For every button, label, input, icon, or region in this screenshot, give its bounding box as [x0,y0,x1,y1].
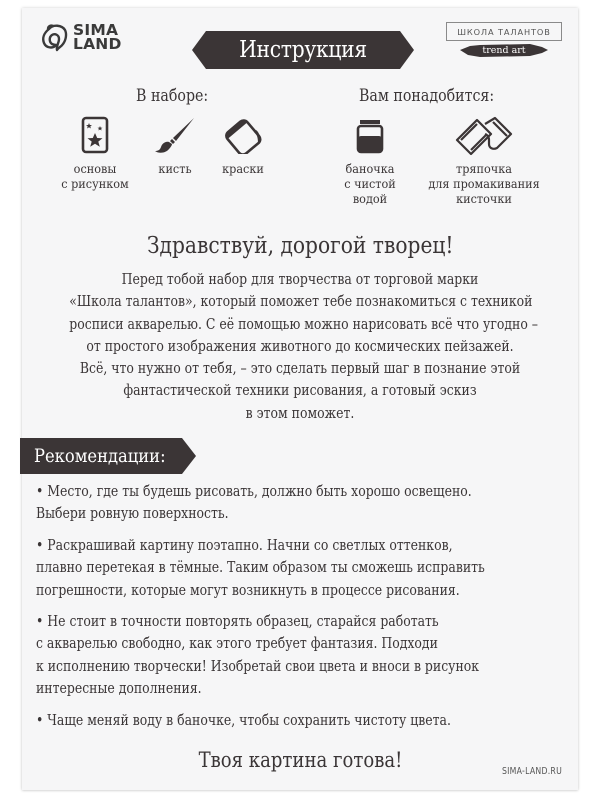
kit-item-brush [140,116,210,176]
recommendations-title: Рекомендации: [34,445,166,467]
needed-item-caption: тряпочка [456,161,512,176]
intro-line: «Школа талантов», который поможет тебе познакомиться с техникой [69,292,533,311]
canvas-with-stars-icon [81,116,109,154]
needed-item-caption: с чистой [344,176,396,191]
greeting-text: Здравствуй, дорогой творец! [146,231,454,259]
greeting-heading [22,231,578,259]
kit-item-canvas [50,116,140,191]
kit-item-caption: кисть [158,161,192,176]
recommendation-item [36,709,566,731]
kit-item-paints [208,116,278,176]
recommendation-line: • Раскрашивай картину поэтапно. Начни со светлых оттенков, [36,535,453,554]
intro-line: Всё, что нужно от тебя, – это сделать первый шаг в познание этой [79,359,521,378]
rag-cloth-icon [451,116,517,160]
page-title: Инструкция [239,37,367,63]
kit-item-caption: с рисунком [61,176,129,191]
water-jar-icon [355,116,385,154]
recommendations-list [36,480,566,740]
closing-heading [22,748,578,772]
kit-label: В наборе: [136,86,209,105]
title-banner [192,31,414,69]
school-of-talents-logo [446,22,562,57]
needed-item-jar [328,116,412,206]
recommendation-item [36,480,566,525]
closing-text: Твоя картина готова! [198,748,402,772]
needed-item-caption: баночка [345,161,395,176]
kit-item-caption: основы [73,161,117,176]
recommendation-line: • Место, где ты будешь рисовать, должно быть хорошо освещено. [36,482,472,500]
recommendation-line: интересные дополнения. [36,679,202,698]
needed-item-caption: кисточки [456,191,512,206]
recommendation-line: Выбери ровную поверхность. [36,504,229,523]
brand-name: ШКОЛА ТАЛАНТОВ [446,22,562,41]
recommendation-item [36,534,566,601]
paintbrush-icon [153,116,197,154]
recommendation-line: погрешности, которые могут возникнуть в процессе рисования. [36,580,460,599]
recommendations-banner [20,438,196,474]
intro-line: в этом поможет. [245,403,355,422]
recommendation-item [36,610,566,700]
intro-line: росписи акварелью. С её помощью можно нарисовать всё что угодно – [69,314,539,333]
recommendation-line: с акварелью свободно, как этого требует фантазия. Подходи [36,634,438,653]
intro-line: от простого изображения животного до космических пейзажей. [86,336,514,355]
logo-line-1: SIMA [73,21,119,39]
dolphin-icon [40,22,70,52]
needed-item-caption: для промакивания [428,176,540,191]
recommendation-line: • Чаще меняй воду в баночке, чтобы сохранить чистоту цвета. [36,710,451,729]
instruction-card [22,8,578,790]
intro-line: фантастической техники рисования, а готовый эскиз [123,381,477,400]
recommendation-line: плавно перетекая в тёмные. Таким образом ты сможешь исправить [36,558,485,577]
website-url: SIMA-LAND.RU [501,766,562,777]
intro-paragraph [22,268,578,424]
sima-land-logo [40,22,122,52]
intro-line: Перед тобой набор для творчества от торговой марки [121,270,479,288]
needed-label: Вам понадобится: [359,86,495,105]
paint-bucket-icon [222,116,264,154]
needed-item-caption: водой [352,191,388,206]
kit-item-caption: краски [222,161,264,176]
recommendation-line: к исполнению творчески! Изобретай свои цвета и вноси в рисунок [36,656,480,675]
brand-subtitle: trend art [482,45,526,56]
recommendation-line: • Не стоит в точности повторять образец, старайся работать [36,612,439,631]
logo-line-2: LAND [73,35,122,53]
needed-item-rag [414,116,554,206]
